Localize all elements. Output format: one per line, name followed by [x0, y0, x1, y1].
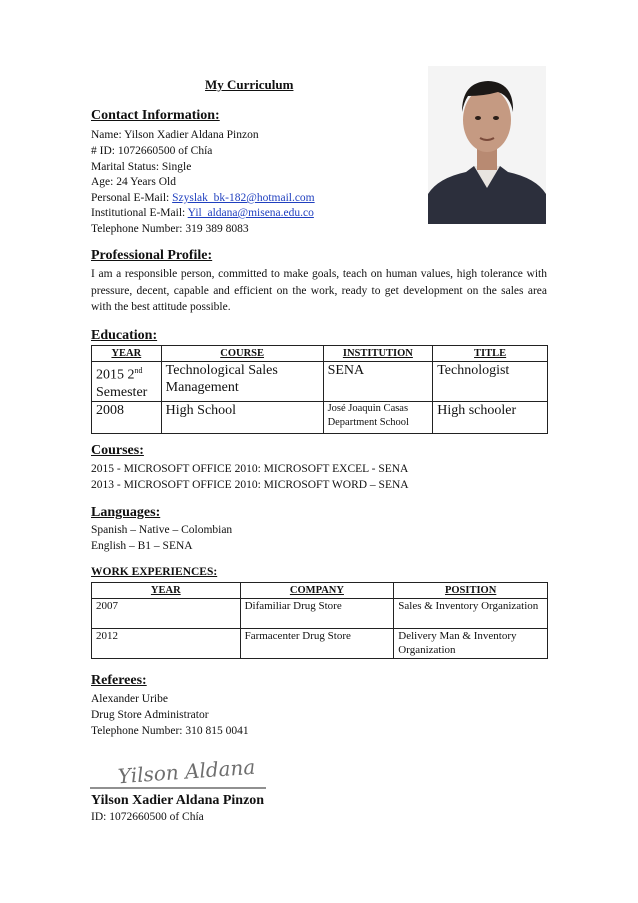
personal-email-label: Personal E-Mail:: [91, 192, 173, 204]
list-item: 2013 - MICROSOFT OFFICE 2010: MICROSOFT WORD – SENA: [91, 479, 409, 491]
list-item: Spanish – Native – Colombian: [91, 524, 233, 536]
work-position: Sales & Inventory Organization: [394, 599, 548, 629]
education-year: 2008: [92, 401, 162, 433]
handwritten-signature: [90, 755, 268, 791]
education-title: High schooler: [433, 401, 548, 433]
list-item: 2015 - MICROSOFT OFFICE 2010: MICROSOFT EXCEL - SENA: [91, 463, 409, 475]
signature-name: Yilson Xadier Aldana Pinzon: [91, 793, 265, 808]
work-header-row: [92, 583, 548, 599]
contact-id: # ID: 1072660500 of Chía: [91, 145, 213, 157]
referees-heading: Referees:: [91, 673, 147, 688]
education-institution: SENA: [323, 362, 433, 402]
contact-age: Age: 24 Years Old: [91, 176, 176, 188]
profile-text: I am a responsible person, committed to make goals, teach on human values, high tolerance with pressure, decent, capable and efficient on the work, ready to get development on the sales area with the best attitude possible.: [91, 268, 547, 313]
languages-heading: Languages:: [91, 505, 161, 520]
contact-telephone: Telephone Number: 319 389 8083: [91, 223, 249, 235]
work-year: 2007: [92, 599, 241, 629]
education-year: 2015 2nd Semester: [92, 362, 162, 402]
education-heading: Education:: [91, 328, 158, 343]
education-table: [91, 345, 548, 434]
work-col-year: YEAR: [92, 583, 241, 599]
education-institution: José Joaquin Casas Department School: [323, 401, 433, 433]
profile-heading: Professional Profile:: [91, 248, 213, 263]
table-row: [92, 599, 548, 629]
institutional-email-link[interactable]: Yil_aldana@misena.edu.co: [187, 207, 314, 219]
contact-marital: Marital Status: Single: [91, 161, 192, 173]
page-title: My Curriculum: [205, 77, 294, 92]
contact-name: Name: Yilson Xadier Aldana Pinzon: [91, 129, 259, 141]
referee-telephone: Telephone Number: 310 815 0041: [91, 725, 249, 737]
education-col-year: YEAR: [92, 346, 162, 362]
work-table: [91, 582, 548, 659]
work-heading: WORK EXPERIENCES:: [91, 566, 218, 578]
personal-email-link[interactable]: Szyslak_bk-182@hotmail.com: [172, 192, 315, 204]
work-company: Difamiliar Drug Store: [240, 599, 394, 629]
education-course: High School: [161, 401, 323, 433]
personal-email-row: [91, 191, 315, 207]
education-col-course: COURSE: [161, 346, 323, 362]
person-photo-icon: [428, 66, 546, 224]
svg-text:Yilson Aldana: Yilson Aldana: [117, 755, 257, 789]
work-col-position: POSITION: [394, 583, 548, 599]
referee-role: Drug Store Administrator: [91, 709, 209, 721]
referee-name: Alexander Uribe: [91, 693, 168, 705]
institutional-email-label: Institutional E-Mail:: [91, 207, 188, 219]
list-item: English – B1 – SENA: [91, 540, 193, 552]
education-col-institution: INSTITUTION: [323, 346, 433, 362]
signature-id: ID: 1072660500 of Chía: [91, 811, 204, 823]
work-col-company: COMPANY: [240, 583, 394, 599]
work-year: 2012: [92, 629, 241, 659]
contact-heading: Contact Information:: [91, 108, 220, 123]
work-position: Delivery Man & Inventory Organization: [394, 629, 548, 659]
work-company: Farmacenter Drug Store: [240, 629, 394, 659]
education-col-title: TITLE: [433, 346, 548, 362]
courses-heading: Courses:: [91, 443, 144, 458]
institutional-email-row: [91, 206, 314, 222]
table-row: [92, 401, 548, 433]
education-title: Technologist: [433, 362, 548, 402]
table-row: [92, 362, 548, 402]
table-row: [92, 629, 548, 659]
education-header-row: [92, 346, 548, 362]
education-course: Technological Sales Management: [161, 362, 323, 402]
